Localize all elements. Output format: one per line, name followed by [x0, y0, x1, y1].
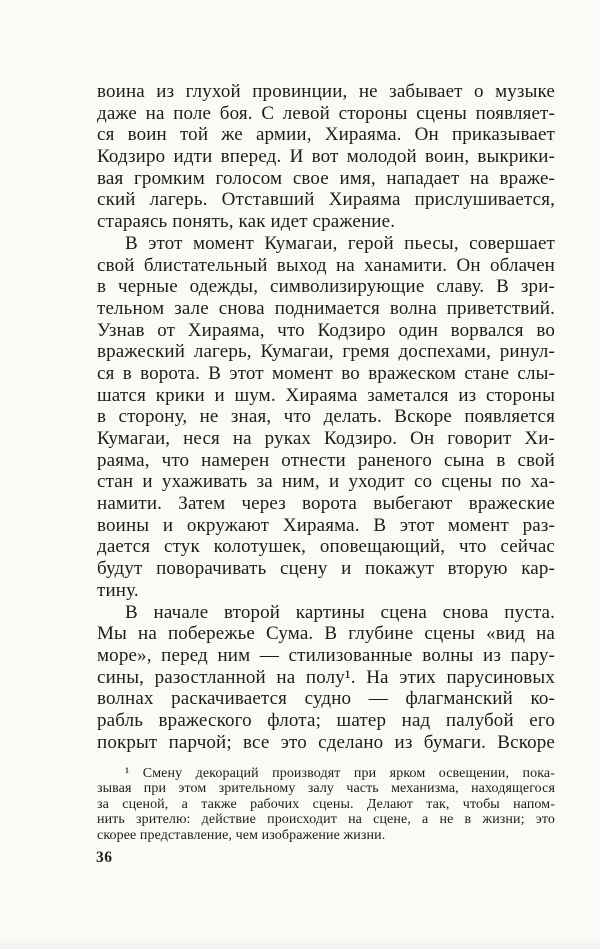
body-text-line: стараясь понять, как идет сражение. [97, 211, 396, 233]
footnote-line: за сценой, а также рабочих сцены. Делают так, чтобы напом- [97, 796, 555, 812]
footnote-line: зывая при этом зрительному залу часть механизма, находящегося [97, 781, 555, 797]
body-text-line: в сторону, не зная, что делать. Вскоре появляется [97, 406, 555, 428]
body-text-line: тину. [97, 579, 139, 601]
body-text-line: тельном зале снова поднимается волна приветствий. [97, 297, 555, 319]
body-text-line: В этот момент Кумагаи, герой пьесы, совершает [125, 232, 555, 254]
body-text-line: ский лагерь. Отставший Хираяма прислушивается, [97, 189, 555, 211]
page-number: 36 [96, 849, 113, 866]
body-text-line: будут поворачивать сцену и покажут вторую кар- [97, 558, 555, 580]
body-text-line: шатся крики и шум. Хираяма заметался из стороны [97, 384, 555, 406]
body-text-line: покрыт парчой; все это сделано из бумаги. Вскоре [97, 731, 555, 753]
body-text-line: волнах раскачивается судно — флагманский ко- [97, 688, 555, 710]
body-text-line: в черные одежды, символизирующие славу. В зри- [97, 276, 555, 298]
body-text-line: воины и окружают Хираяма. В этот момент раз- [97, 514, 555, 536]
body-text-line: рабль вражеского флота; шатер над палубой его [97, 709, 555, 731]
footnote-line: ¹ Смену декораций производят при ярком освещении, пока- [125, 766, 555, 781]
body-text-line: даже на поле боя. С левой стороны сцены появляет- [97, 102, 555, 124]
body-text-line: вражеский лагерь, Кумагаи, гремя доспехами, ринул- [97, 341, 555, 363]
body-text-line: Мы на побережье Сума. В глубине сцены «вид на [97, 623, 555, 645]
body-text-line: Кодзиро идти вперед. И вот молодой воин, выкрики- [97, 146, 555, 168]
footnote [97, 766, 555, 843]
body-text [97, 81, 555, 753]
body-text-line: вая громким голосом свое имя, нападает на враже- [97, 167, 555, 189]
body-text-line: Узнав от Хираяма, что Кодзиро один ворвался во [97, 319, 555, 341]
body-text-line: море», перед ним — стилизованные волны из пару- [97, 644, 555, 666]
body-text-line: дается стук колотушек, оповещающий, что сейчас [97, 536, 555, 558]
body-text-line: ся воин той же армии, Хираяма. Он приказывает [97, 124, 555, 146]
body-text-line: Кумагаи, неся на руках Кодзиро. Он говорит Хи- [97, 428, 555, 449]
footnote-line: скорее представление, чем изображение жизни. [97, 827, 386, 843]
body-text-line: свой блистательный выход на ханамити. Он облачен [97, 254, 555, 276]
body-text-line: сины, разостланной на полу¹. На этих парусиновых [97, 666, 555, 688]
body-text-line: В начале второй картины сцена снова пуста. [125, 601, 555, 623]
body-text-line: стан и ухаживать за ним, и уходит со сцены по ха- [97, 471, 555, 493]
body-text-line: воина из глухой провинции, не забывает о музыке [97, 81, 555, 102]
body-text-line: намити. Затем через ворота выбегают вражеские [97, 493, 555, 515]
body-text-line: раяма, что намерен отнести раненого сына в свой [97, 449, 555, 471]
footnote-line: нить зрителю: действие происходит на сцене, а не в жизни; это [97, 812, 555, 828]
body-text-line: ся в ворота. В этот момент во вражеском стане слы- [97, 362, 555, 384]
